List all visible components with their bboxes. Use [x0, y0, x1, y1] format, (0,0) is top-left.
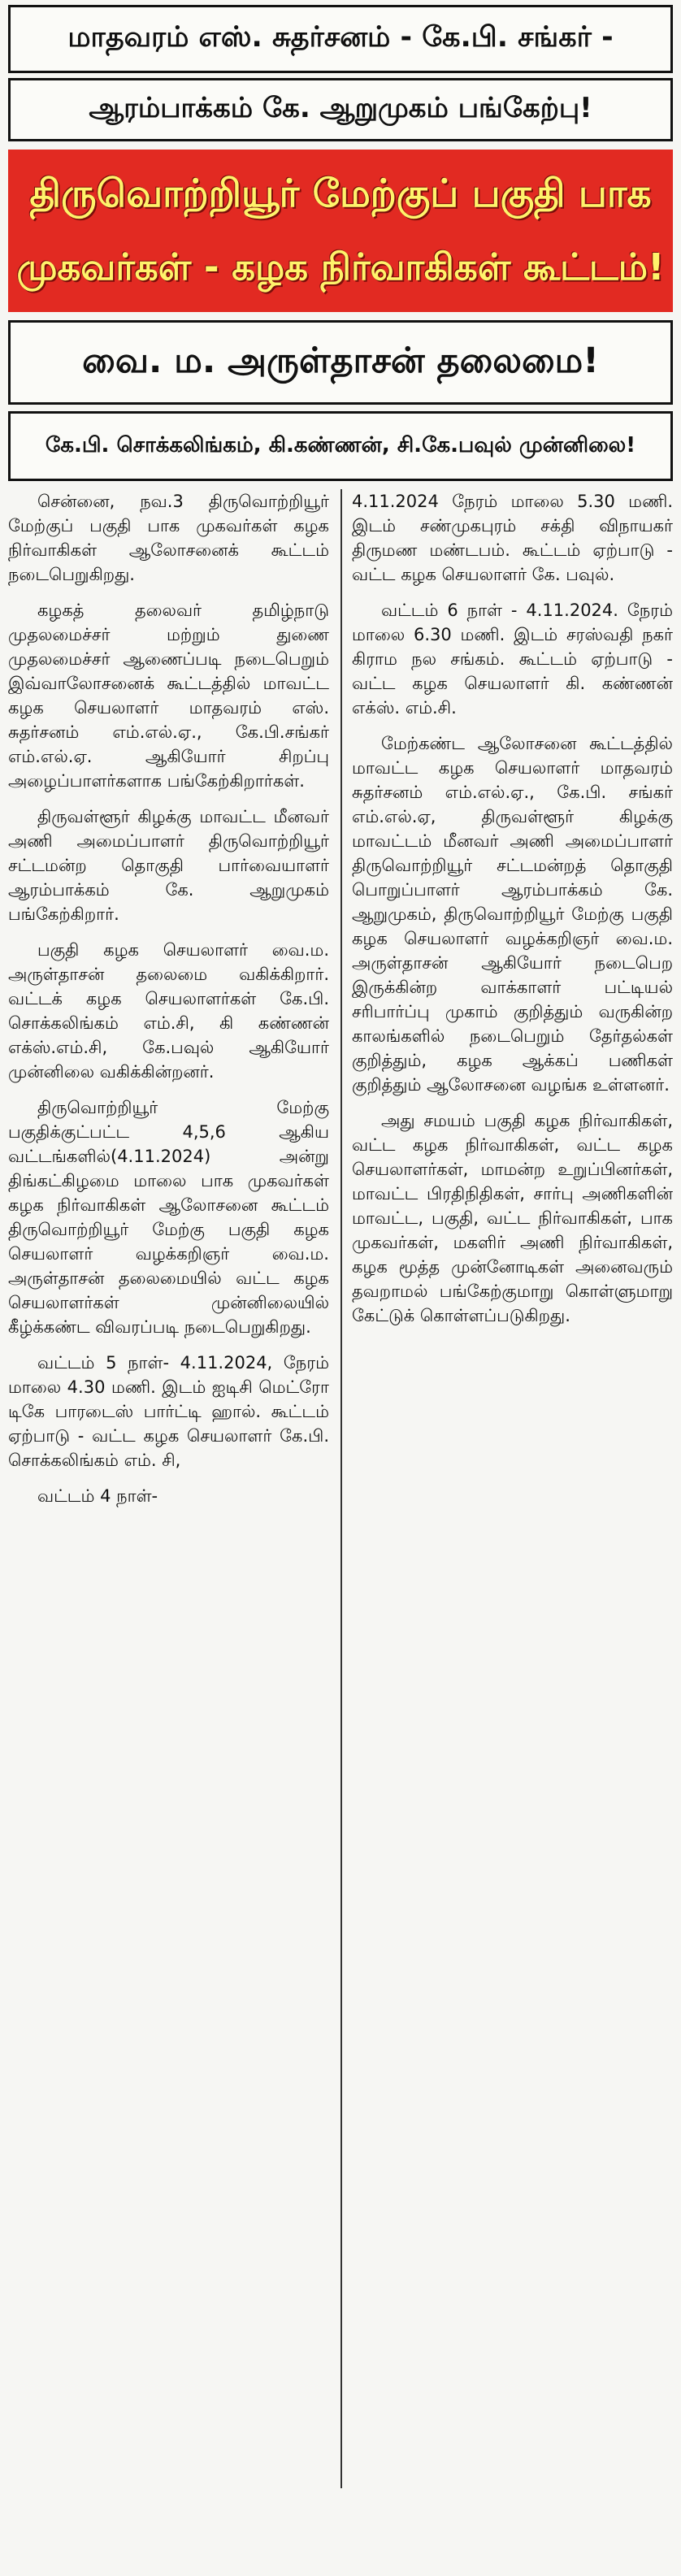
article-paragraph: வட்டம் 5 நாள்- 4.11.2024, நேரம் மாலை 4.30 மணி. இடம் ஐடிசி மெட்ரோ டிகே பாரடைஸ் பார்ட்டி ஹால். கூட்டம் ஏற்பாடு - வட்ட கழக செயலாளர் கே.பி. சொக்கலிங்கம் எம். சி, — [8, 1353, 329, 1470]
subheadline-members-text: கே.பி. சொக்கலிங்கம், கி.கண்ணன், சி.கே.பவுல் முன்னிலை! — [45, 432, 636, 458]
article-paragraph: கழகத் தலைவர் தமிழ்நாடு முதலமைச்சர் மற்றும் துணை முதலமைச்சர் ஆணைப்படி நடைபெறும் இவ்வாலோசனைக் கூட்டத்தில் மாவட்ட கழக செயலாளர் மாதவரம் எஸ். சுதர்சனம் எம்.எல்.ஏ., கே.பி.சங்கர் எம்.எல்.ஏ. ஆகியோர் சிறப்பு அழைப்பாளர்களாக பங்கேற்கிறார்கள். — [8, 601, 329, 791]
article-paragraph: மேற்கண்ட ஆலோசனை கூட்டத்தில் மாவட்ட கழக செயலாளர் மாதவரம் சுதர்சனம் எம்.எல்.ஏ., கே.பி. சங்கர் எம்.எல்.ஏ, திருவள்ளூர் கிழக்கு மாவட்டம் மீனவர் அணி அமைப்பாளர் திருவொற்றியூர் சட்டமன்றத் தொகுதி பொறுப்பாளர் ஆரம்பாக்கம் கே. ஆறுமுகம், திருவொற்றியூர் மேற்கு பகுதி கழக செயலாளர் வழக்கறிஞர் வை.ம. அருள்தாசன் ஆகியோர் நடைபெற இருக்கின்ற வாக்காளர் பட்டியல் சரிபார்ப்பு முகாம் குறித்தும் வருகின்ற காலங்களில் நடைபெறும் தேர்தல்கள் குறித்தும், கழக ஆக்கப் பணிகள் குறித்தும் ஆலோசனை வழங்க உள்ளனர். — [352, 734, 673, 1095]
article-paragraph: பகுதி கழக செயலாளர் வை.ம. அருள்தாசன் தலைமை வகிக்கிறார். வட்டக் கழக செயலாளர்கள் கே.பி. சொக்கலிங்கம் எம்.சி, கி கண்ணன் எக்ஸ்.எம்.சி, கே.பவுல் ஆகியோர் முன்னிலை வகிக்கின்றனர். — [8, 940, 329, 1082]
main-headline-line-1: திருவொற்றியூர் மேற்குப் பகுதி பாக — [29, 171, 652, 216]
main-headline — [8, 150, 673, 312]
subheadline-members — [8, 411, 673, 481]
header-line-1 — [8, 5, 673, 73]
header-line-2-text: ஆரம்பாக்கம் கே. ஆறுமுகம் பங்கேற்பு! — [89, 92, 592, 124]
subheadline-title-text: வை. ம. அருள்தாசன் தலைமை! — [82, 340, 599, 381]
article-left-column — [8, 489, 340, 2488]
article-right-column — [340, 489, 673, 2488]
subheadline-title — [8, 320, 673, 405]
article-body — [8, 489, 673, 2488]
article-paragraph: திருவள்ளூர் கிழக்கு மாவட்ட மீனவர் அணி அமைப்பாளர் திருவொற்றியூர் சட்டமன்ற தொகுதி பார்வையாளர் ஆரம்பாக்கம் கே. ஆறுமுகம் பங்கேற்கிறார். — [8, 807, 329, 924]
article-paragraph: வட்டம் 6 நாள் - 4.11.2024. நேரம் மாலை 6.30 மணி. இடம் சரஸ்வதி நகர் கிராம நல சங்கம். கூட்டம் ஏற்பாடு - வட்ட கழக செயலாளர் கி. கண்ணன் எக்ஸ். எம்.சி. — [352, 601, 673, 718]
article-paragraph: அது சமயம் பகுதி கழக நிர்வாகிகள், வட்ட கழக நிர்வாகிகள், வட்ட கழக செயலாளர்கள், மாமன்ற உறுப்பினர்கள், மாவட்ட பிரதிநிதிகள், சார்பு அணிகளின் மாவட்ட, பகுதி, வட்ட நிர்வாகிகள், பாக முகவர்கள், மகளிர் அணி நிர்வாகிகள், கழக மூத்த முன்னோடிகள் அனைவரும் தவறாமல் பங்கேற்குமாறு கொள்ளுமாறு கேட்டுக் கொள்ளப்படுகிறது. — [352, 1111, 673, 1325]
article-paragraph: திருவொற்றியூர் மேற்கு பகுதிக்குட்பட்ட 4,5,6 ஆகிய வட்டங்களில்(4.11.2024) அன்று திங்கட்கிழமை மாலை பாக முகவர்கள் கழக நிர்வாகிகள் ஆலோசனை கூட்டம் திருவொற்றியூர் மேற்கு பகுதி கழக செயலாளர் வழக்கறிஞர் வை.ம. அருள்தாசன் தலைமையில் வட்ட கழக செயலாளர்கள் முன்னிலையில் கீழ்க்கண்ட விவரப்படி நடைபெறுகிறது. — [8, 1098, 329, 1337]
header-line-1-text: மாதவரம் எஸ். சுதர்சனம் - கே.பி. சங்கர் - — [67, 21, 614, 54]
header-line-2 — [8, 78, 673, 141]
column-divider — [340, 489, 342, 2488]
article-paragraph: 4.11.2024 நேரம் மாலை 5.30 மணி. இடம் சண்முகபுரம் சக்தி விநாயகர் திருமண மண்டபம். கூட்டம் ஏற்பாடு - வட்ட கழக செயலாளர் கே. பவுல். — [352, 492, 673, 584]
article-paragraph: சென்னை, நவ.3 திருவொற்றியூர் மேற்குப் பகுதி பாக முகவர்கள் கழக நிர்வாகிகள் ஆலோசனைக் கூட்டம் நடைபெறுகிறது. — [8, 492, 329, 584]
article-paragraph: வட்டம் 4 நாள்- — [37, 1486, 158, 1506]
main-headline-line-2: முகவர்கள் - கழக நிர்வாகிகள் கூட்டம்! — [16, 245, 665, 288]
